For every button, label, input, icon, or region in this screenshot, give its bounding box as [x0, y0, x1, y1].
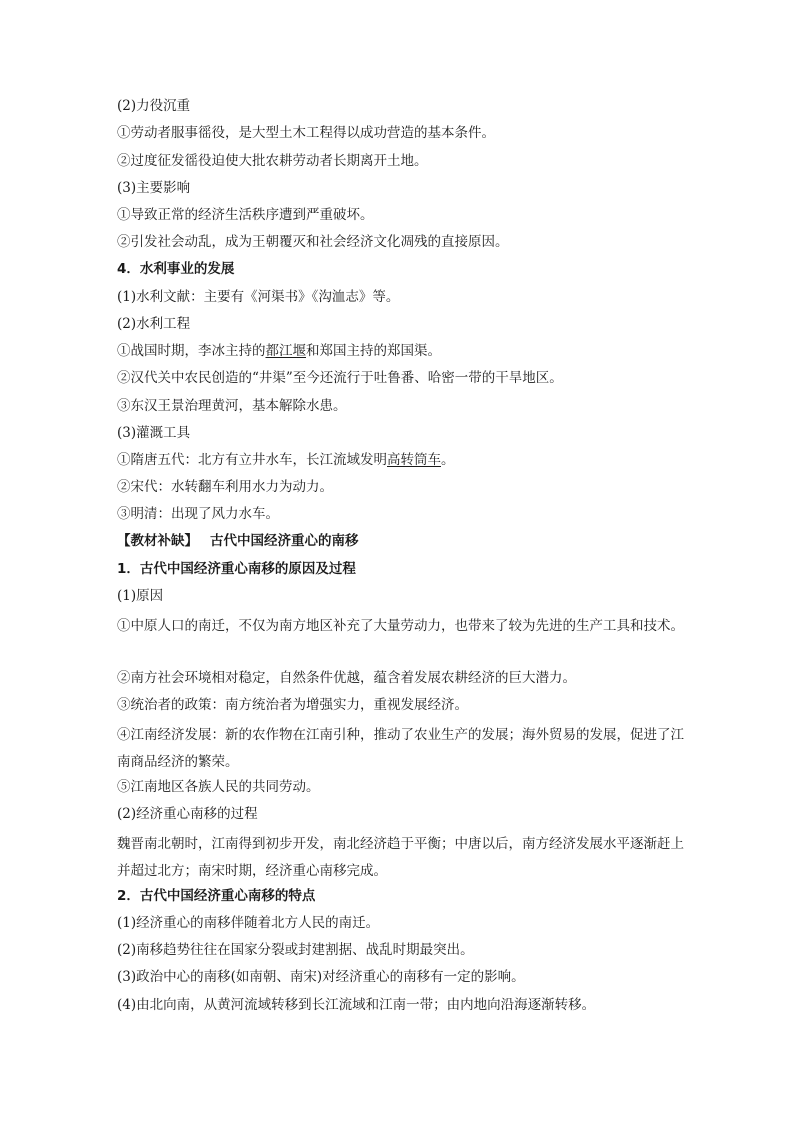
text-span: ①隋唐五代：北方有立井水车，长江流域发明: [117, 452, 387, 468]
paragraph: (4)由北向南，从黄河流域转移到长江流域和江南一带；由内地向沿海逐渐转移。: [117, 997, 596, 1013]
paragraph: ③统治者的政策：南方统治者为增强实力，重视发展经济。: [117, 697, 468, 713]
supplement-tag: 【教材补缺】: [117, 533, 198, 549]
paragraph: (1)水利文献：主要有《河渠书》《沟洫志》等。: [117, 289, 400, 305]
supplement-title: 古代中国经济重心的南移: [210, 533, 359, 549]
heading-main-impact: (3)主要影响: [117, 180, 191, 196]
paragraph: [117, 450, 687, 470]
paragraph: ①劳动者服事徭役，是大型土木工程得以成功营造的基本条件。: [117, 125, 495, 141]
paragraph: ②引发社会动乱，成为王朝覆灭和社会经济文化凋残的直接原因。: [117, 234, 509, 250]
paragraph: ②汉代关中农民创造的“井渠”至今还流行于吐鲁番、哈密一带的干旱地区。: [117, 370, 563, 386]
underlined-term: 都江堰: [265, 343, 306, 359]
paragraph: ②过度征发徭役迫使大批农耕劳动者长期离开土地。: [117, 153, 428, 169]
paragraph: [117, 341, 687, 361]
supplement-heading: [117, 531, 687, 551]
section-heading-features: 2．古代中国经济重心南移的特点: [117, 888, 316, 904]
paragraph: ①中原人口的南迁，不仅为南方地区补充了大量劳动力，也带来了较为先进的生产工具和技术。: [117, 618, 684, 634]
paragraph: ②宋代：水转翻车利用水力为动力。: [117, 479, 333, 495]
heading-irrigation-tools: (3)灌溉工具: [117, 425, 191, 441]
paragraph: ③东汉王景治理黄河，基本解除水患。: [117, 398, 347, 414]
heading-process: (2)经济重心南移的过程: [117, 806, 258, 822]
heading-labor-service: (2)力役沉重: [117, 98, 191, 114]
text-span: 。: [441, 452, 455, 468]
paragraph: (3)政治中心的南移(如南朝、南宋)对经济重心的南移有一定的影响。: [117, 969, 525, 985]
section-heading-reasons: 1．古代中国经济重心南移的原因及过程: [117, 561, 356, 577]
paragraph: ③明清：出现了风力水车。: [117, 506, 279, 522]
paragraph: ④江南经济发展：新的农作物在江南引种，推动了农业生产的发展；海外贸易的发展，促进了江南商品经济的繁荣。: [117, 727, 684, 770]
text-span: ①战国时期，李冰主持的: [117, 343, 266, 359]
paragraph: 魏晋南北朝时，江南得到初步开发，南北经济趋于平衡；中唐以后，南方经济发展水平逐渐赶上并超过北方；南宋时期，经济重心南移完成。: [117, 836, 684, 879]
heading-reasons: (1)原因: [117, 588, 164, 604]
text-span: 和郑国主持的郑国渠。: [306, 343, 441, 359]
underlined-term: 高转筒车: [387, 452, 441, 468]
heading-water-projects: (2)水利工程: [117, 316, 191, 332]
paragraph: (1)经济重心的南移伴随着北方人民的南迁。: [117, 915, 380, 931]
paragraph: ①导致正常的经济生活秩序遭到严重破坏。: [117, 207, 374, 223]
section-heading-water-conservancy: 4．水利事业的发展: [117, 261, 235, 277]
paragraph: ②南方社会环境相对稳定，自然条件优越，蕴含着发展农耕经济的巨大潜力。: [117, 670, 576, 686]
paragraph: (2)南移趋势往往在国家分裂或封建割据、战乱时期最突出。: [117, 942, 474, 958]
paragraph: ⑤江南地区各族人民的共同劳动。: [117, 779, 320, 795]
